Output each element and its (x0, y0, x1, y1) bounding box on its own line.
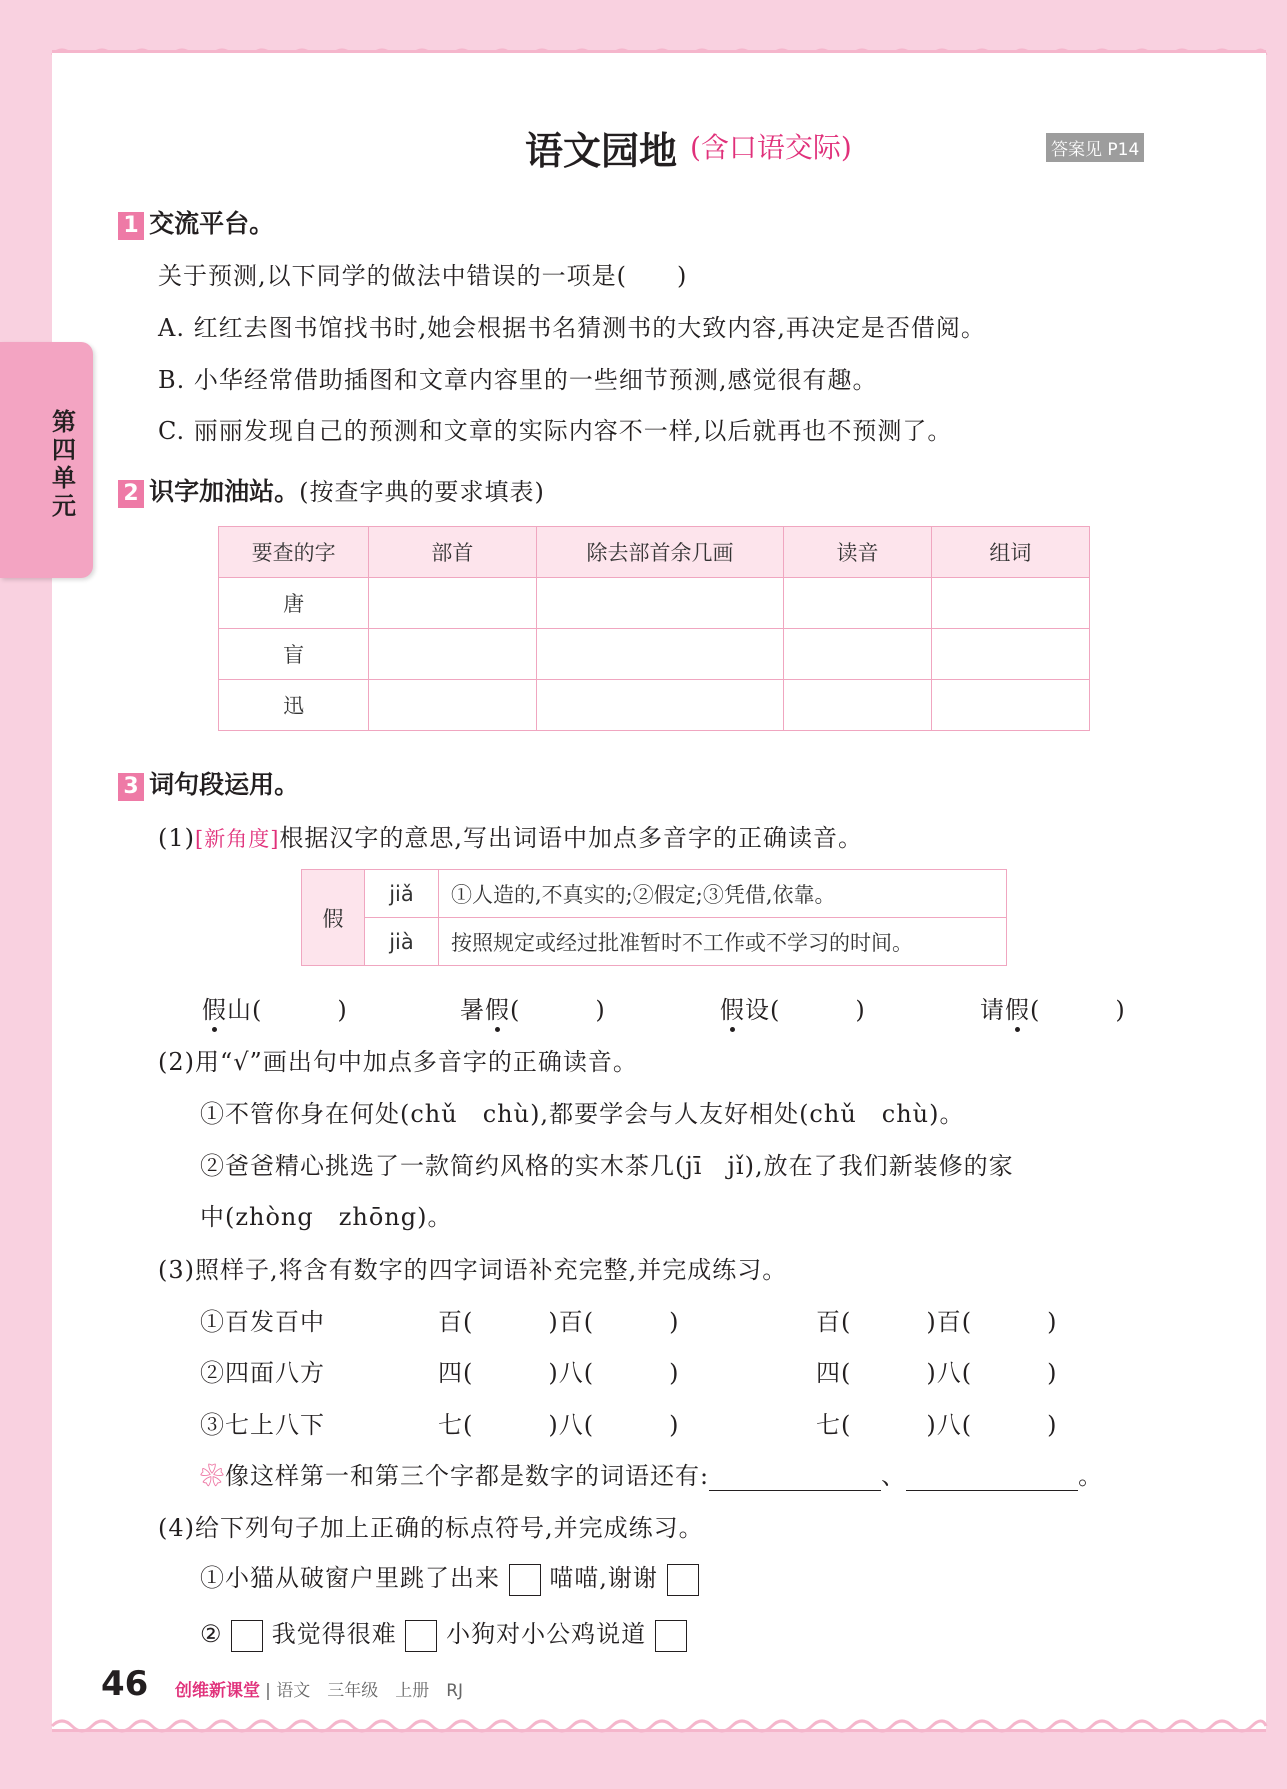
table-blank-cell[interactable] (784, 680, 931, 731)
section-1-question: 关于预测,以下同学的做法中错误的一项是( ) (158, 262, 688, 290)
q2-sentence-1[interactable]: ①不管你身在何处(chǔ chù),都要学会与人友好相处(chǔ chù)。 (200, 1100, 965, 1128)
page-title: 语文园地 (525, 129, 678, 173)
word-jiashan[interactable]: 假山( ) (202, 996, 348, 1024)
section-1-number: 1 (118, 212, 144, 240)
q3-extra-text: 像这样第一和第三个字都是数字的词语还有: (225, 1462, 710, 1490)
unit-side-tab (0, 342, 93, 578)
table-blank-cell[interactable] (931, 680, 1089, 731)
punctuation-box[interactable] (509, 1564, 541, 1596)
q3-blank-1a[interactable]: 百( )百( ) (438, 1308, 680, 1336)
section-2-title: 识字加油站。 (149, 477, 300, 506)
page-subtitle: (含口语交际) (690, 131, 852, 164)
q4-s2-part-a: ② (200, 1620, 223, 1648)
table-header: 部首 (369, 527, 536, 578)
section-2-header (118, 472, 545, 508)
table-blank-cell[interactable] (536, 578, 784, 629)
page-number: 46 (101, 1664, 149, 1704)
q3-extra (200, 1456, 1103, 1491)
q4-s2-part-b: 我觉得很难 (271, 1620, 397, 1648)
q3-blank-3b[interactable]: 七( )八( ) (816, 1411, 1058, 1439)
q1-text: 根据汉字的意思,写出词语中加点多音字的正确读音。 (279, 824, 864, 852)
dictionary-table (218, 526, 1090, 731)
q3-blank-1b[interactable]: 百( )百( ) (816, 1308, 1058, 1336)
q2-sentence-2b[interactable]: 中(zhòng zhōng)。 (200, 1203, 453, 1231)
footer-course: | 语文 三年级 上册 RJ (265, 1681, 464, 1701)
q1-prefix: (1) (158, 824, 195, 852)
q4-s1-part-a: ①小猫从破窗户里跳了出来 (200, 1564, 500, 1592)
polyphone-char: 假 (302, 870, 365, 966)
table-blank-cell[interactable] (784, 578, 931, 629)
word-qingjia[interactable]: 请假( ) (980, 996, 1126, 1024)
polyphone-table (301, 869, 1007, 966)
section-3-number: 3 (118, 773, 144, 801)
option-b[interactable]: B. 小华经常借助插图和文章内容里的一些细节预测,感觉很有趣。 (158, 366, 878, 394)
word-shujia[interactable]: 暑假( ) (460, 996, 606, 1024)
q3-blank-2a[interactable]: 四( )八( ) (438, 1359, 680, 1387)
q3-example-2: ②四面八方 (200, 1359, 325, 1387)
q3-blank-2b[interactable]: 四( )八( ) (816, 1359, 1058, 1387)
unit-label: 第四单元 (52, 408, 76, 520)
reading-pinyin: jià (365, 918, 439, 966)
footer-brand: 创维新课堂 (175, 1681, 260, 1701)
reading-meaning: 按照规定或经过批准暂时不工作或不学习的时间。 (439, 918, 1007, 966)
q2-sentence-2a[interactable]: ②爸爸精心挑选了一款简约风格的实木茶几(jī jǐ),放在了我们新装修的家 (200, 1152, 1014, 1180)
section-3-title: 词句段运用。 (149, 770, 300, 799)
reading-pinyin: jiǎ (365, 870, 439, 918)
q3-separator: 、 (881, 1462, 907, 1490)
section-1-header (118, 204, 274, 240)
table-blank-cell[interactable] (536, 629, 784, 680)
q4-prompt: (4)给下列句子加上正确的标点符号,并完成练习。 (158, 1514, 704, 1542)
q4-sentence-2 (200, 1614, 687, 1652)
table-row (219, 578, 1090, 629)
table-header: 组词 (931, 527, 1089, 578)
table-row (219, 680, 1090, 731)
punctuation-box[interactable] (231, 1620, 263, 1652)
answer-line[interactable] (709, 1468, 881, 1491)
reading-meaning: ①人造的,不真实的;②假定;③凭借,依靠。 (439, 870, 1007, 918)
table-char: 迅 (219, 680, 369, 731)
section-2-note: (按查字典的要求填表) (299, 478, 545, 506)
q3-blank-3a[interactable]: 七( )八( ) (438, 1411, 680, 1439)
table-blank-cell[interactable] (369, 629, 536, 680)
flower-icon: ❀ (200, 1462, 225, 1490)
table-blank-cell[interactable] (931, 629, 1089, 680)
table-blank-cell[interactable] (369, 680, 536, 731)
table-header: 除去部首余几画 (536, 527, 784, 578)
table-blank-cell[interactable] (536, 680, 784, 731)
q3-example-3: ③七上八下 (200, 1411, 325, 1439)
table-blank-cell[interactable] (931, 578, 1089, 629)
table-header: 读音 (784, 527, 931, 578)
q4-sentence-1 (200, 1558, 699, 1596)
q4-s2-part-c: 小狗对小公鸡说道 (446, 1620, 647, 1648)
option-a[interactable]: A. 红红去图书馆找书时,她会根据书名猜测书的大致内容,再决定是否借阅。 (158, 314, 986, 342)
table-row (219, 629, 1090, 680)
punctuation-box[interactable] (655, 1620, 687, 1652)
option-c[interactable]: C. 丽丽发现自己的预测和文章的实际内容不一样,以后就再也不预测了。 (158, 417, 953, 445)
word-jiashe[interactable]: 假设( ) (720, 996, 866, 1024)
table-header: 要查的字 (219, 527, 369, 578)
section-2-number: 2 (118, 480, 144, 508)
section-3-header (118, 765, 299, 801)
table-blank-cell[interactable] (369, 578, 536, 629)
answer-line[interactable] (906, 1468, 1078, 1491)
answer-reference-badge: 答案见 P14 (1046, 133, 1144, 162)
q1-prompt (158, 818, 863, 853)
new-angle-tag: [新角度] (195, 827, 280, 851)
table-char: 盲 (219, 629, 369, 680)
q2-prompt: (2)用“√”画出句中加点多音字的正确读音。 (158, 1048, 638, 1076)
punctuation-box[interactable] (405, 1620, 437, 1652)
bottom-wavy-border (0, 1711, 1287, 1741)
q3-prompt: (3)照样子,将含有数字的四字词语补充完整,并完成练习。 (158, 1256, 788, 1284)
table-blank-cell[interactable] (784, 629, 931, 680)
q3-end: 。 (1078, 1462, 1104, 1490)
section-1-title: 交流平台。 (149, 209, 275, 238)
footer-info (175, 1676, 463, 1701)
table-char: 唐 (219, 578, 369, 629)
q3-example-1: ①百发百中 (200, 1308, 325, 1336)
q4-s1-part-b: 喵喵,谢谢 (549, 1564, 658, 1592)
punctuation-box[interactable] (667, 1564, 699, 1596)
